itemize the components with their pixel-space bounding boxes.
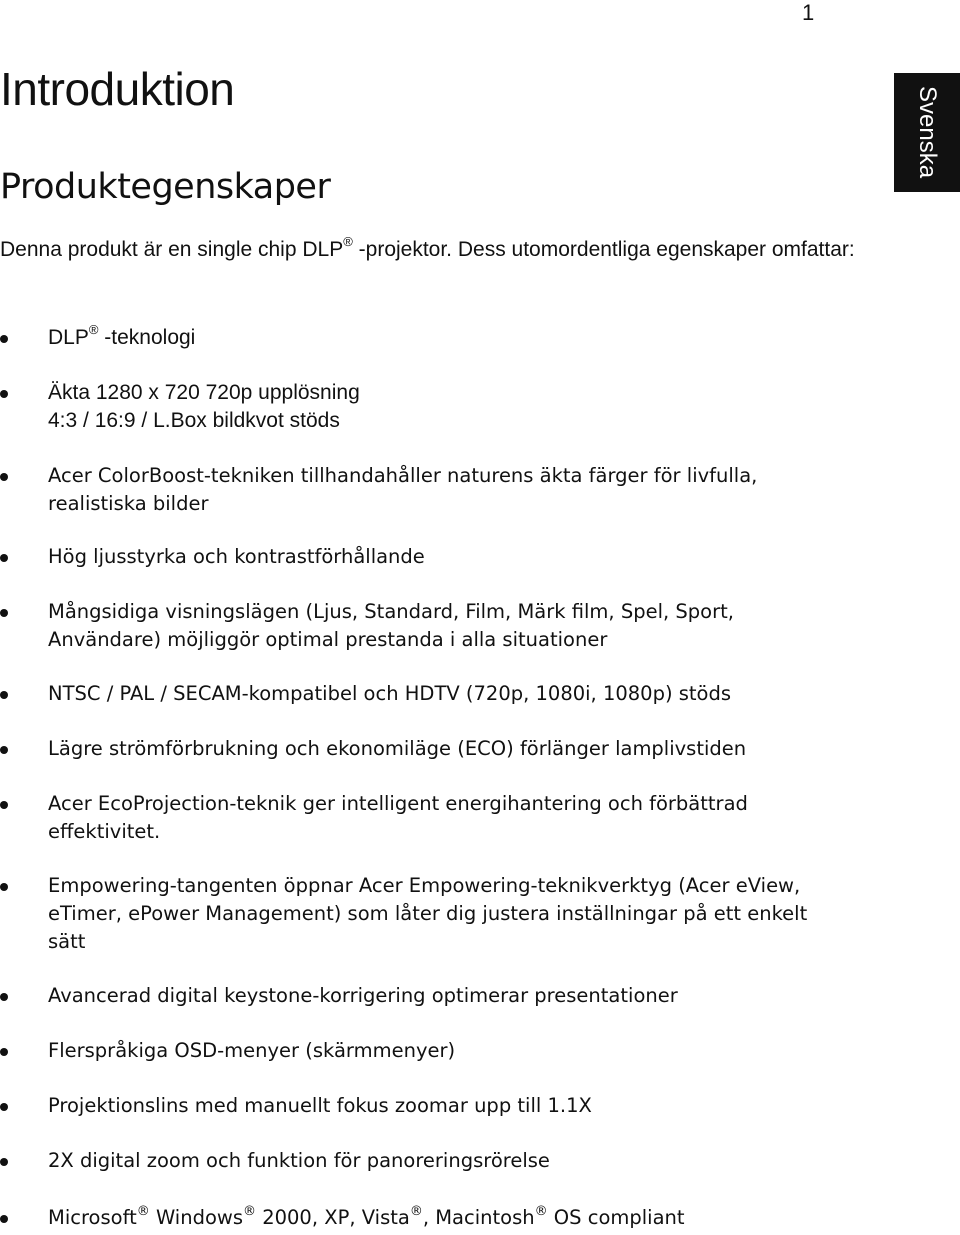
bullet-icon [0,335,8,343]
bullet-icon [0,883,8,891]
language-tab-label: Svenska [914,86,941,179]
registered-mark: ® [243,1203,256,1219]
bullet-icon [0,1158,8,1166]
bullet-icon [0,1215,8,1223]
bullet-icon [0,691,8,699]
language-tab [894,73,960,192]
bullet-icon [0,554,8,562]
bullet-icon [0,609,8,617]
registered-mark: ® [534,1203,548,1219]
chapter-title: Introduktion [0,63,235,115]
registered-mark: ® [409,1203,423,1219]
intro-paragraph: Denna produkt är en single chip DLP® -projektor. Dess utomordentliga egenskaper omfattar: [0,234,855,261]
registered-mark: ® [343,234,353,249]
bullet-icon [0,746,8,754]
bullet-icon [0,1103,8,1111]
registered-mark: ® [88,322,99,337]
section-title: Produktegenskaper [0,167,331,207]
bullet-icon [0,390,8,398]
bullet-icon [0,1048,8,1056]
bullet-icon [0,993,8,1001]
bullet-icon [0,473,8,481]
page-number: 1 [802,0,815,25]
registered-mark: ® [136,1203,150,1219]
bullet-icon [0,801,8,809]
